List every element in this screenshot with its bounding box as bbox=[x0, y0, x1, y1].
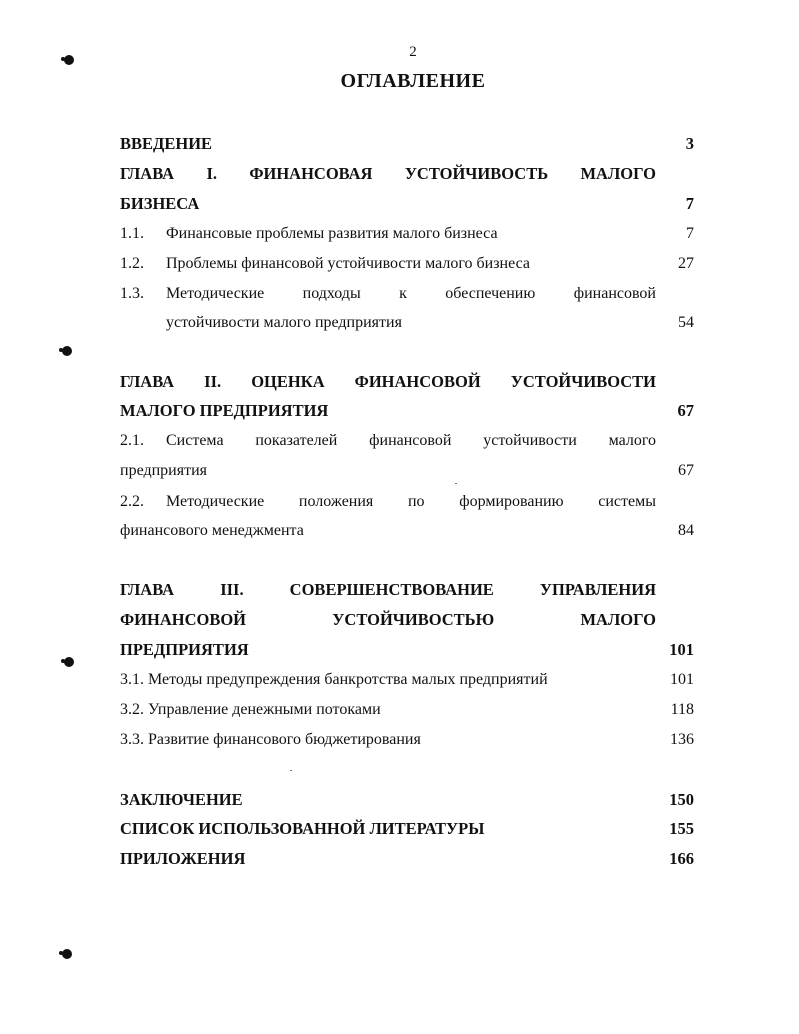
toc-entry-1-3[interactable] bbox=[120, 311, 694, 335]
toc-entry-appendices[interactable] bbox=[120, 847, 694, 871]
toc-page: 155 bbox=[669, 819, 694, 838]
toc-entry-chapter-1[interactable] bbox=[120, 192, 694, 216]
toc-entry-2-2[interactable] bbox=[120, 519, 694, 543]
toc-label: Методические положения по формированию системы bbox=[166, 493, 656, 510]
toc-label: 3.2. Управление денежными потоками bbox=[120, 701, 381, 718]
toc-page: 101 bbox=[670, 671, 694, 688]
toc-label: Финансовые проблемы развития малого бизнеса bbox=[166, 225, 498, 242]
chapter-1-title-line2: БИЗНЕСА bbox=[120, 194, 200, 213]
toc-page: 3 bbox=[685, 134, 694, 153]
chapter-1-title-line1[interactable]: ГЛАВА I. ФИНАНСОВАЯ УСТОЙЧИВОСТЬ МАЛОГО bbox=[120, 164, 656, 183]
toc-entry-1-1[interactable] bbox=[120, 222, 694, 246]
scan-speck bbox=[290, 770, 292, 771]
section-number: 1.1. bbox=[120, 225, 144, 242]
toc-page: 27 bbox=[678, 255, 694, 272]
toc-entry-1-3-line1[interactable] bbox=[120, 282, 656, 306]
chapter-3-title-line3: ПРЕДПРИЯТИЯ bbox=[120, 640, 249, 659]
toc-entry-3-1[interactable] bbox=[120, 668, 694, 692]
section-number: 2.2. bbox=[120, 493, 144, 510]
toc-entry-3-2[interactable] bbox=[120, 698, 694, 722]
toc-entry-2-1-line1[interactable] bbox=[120, 429, 656, 453]
toc-page: 136 bbox=[670, 731, 694, 748]
toc-label: Методические подходы к обеспечению финансовой bbox=[166, 285, 656, 302]
toc-label-cont: финансового менеджмента bbox=[120, 522, 304, 539]
toc-label: Проблемы финансовой устойчивости малого бизнеса bbox=[166, 255, 530, 272]
chapter-2-title-line2: МАЛОГО ПРЕДПРИЯТИЯ bbox=[120, 401, 329, 420]
page-number: 2 bbox=[409, 44, 417, 60]
toc-page: 101 bbox=[669, 640, 694, 659]
toc-entry-conclusion[interactable] bbox=[120, 788, 694, 812]
toc-label-cont: предприятия bbox=[120, 462, 207, 479]
toc-label-cont: устойчивости малого предприятия bbox=[166, 314, 402, 331]
toc-label: 3.1. Методы предупреждения банкротства малых предприятий bbox=[120, 671, 548, 688]
section-number: 2.1. bbox=[120, 432, 144, 449]
toc-page: 7 bbox=[685, 194, 694, 213]
toc-label: СПИСОК ИСПОЛЬЗОВАННОЙ ЛИТЕРАТУРЫ bbox=[120, 819, 485, 838]
toc-label: ЗАКЛЮЧЕНИЕ bbox=[120, 790, 243, 809]
toc-entry-1-2[interactable] bbox=[120, 252, 694, 276]
toc-page: 67 bbox=[678, 462, 694, 479]
binding-mark bbox=[62, 346, 72, 356]
toc-entry-chapter-2[interactable] bbox=[120, 399, 694, 423]
toc-entry-intro[interactable] bbox=[120, 132, 694, 156]
toc-page: 7 bbox=[686, 225, 694, 242]
toc-entry-2-2-line1[interactable] bbox=[120, 490, 656, 514]
binding-mark bbox=[62, 949, 72, 959]
section-number: 1.2. bbox=[120, 255, 144, 272]
toc-page: 84 bbox=[678, 522, 694, 539]
toc-label: 3.3. Развитие финансового бюджетирования bbox=[120, 731, 421, 748]
toc-entry-3-3[interactable] bbox=[120, 728, 694, 752]
toc-page: 67 bbox=[677, 401, 694, 420]
toc-page: 166 bbox=[669, 849, 694, 868]
page-title: ОГЛАВЛЕНИЕ bbox=[340, 70, 486, 92]
toc-entry-references[interactable] bbox=[120, 817, 694, 841]
toc-page: 150 bbox=[669, 790, 694, 809]
toc-label: ВВЕДЕНИЕ bbox=[120, 134, 213, 153]
toc-page: 118 bbox=[670, 701, 694, 718]
toc-label: ПРИЛОЖЕНИЯ bbox=[120, 849, 246, 868]
chapter-3-title-line1[interactable]: ГЛАВА III. СОВЕРШЕНСТВОВАНИЕ УПРАВЛЕНИЯ bbox=[120, 580, 656, 599]
section-number: 1.3. bbox=[120, 285, 144, 302]
chapter-2-title-line1[interactable]: ГЛАВА II. ОЦЕНКА ФИНАНСОВОЙ УСТОЙЧИВОСТИ bbox=[120, 372, 656, 391]
toc-entry-chapter-3[interactable] bbox=[120, 638, 694, 662]
toc-page: 54 bbox=[678, 314, 694, 331]
toc-entry-2-1[interactable] bbox=[120, 459, 694, 483]
binding-mark bbox=[64, 657, 74, 667]
toc-label: Система показателей финансовой устойчивости малого bbox=[166, 432, 656, 449]
scan-speck bbox=[455, 483, 457, 484]
chapter-3-title-line2[interactable]: ФИНАНСОВОЙ УСТОЙЧИВОСТЬЮ МАЛОГО bbox=[120, 610, 656, 629]
